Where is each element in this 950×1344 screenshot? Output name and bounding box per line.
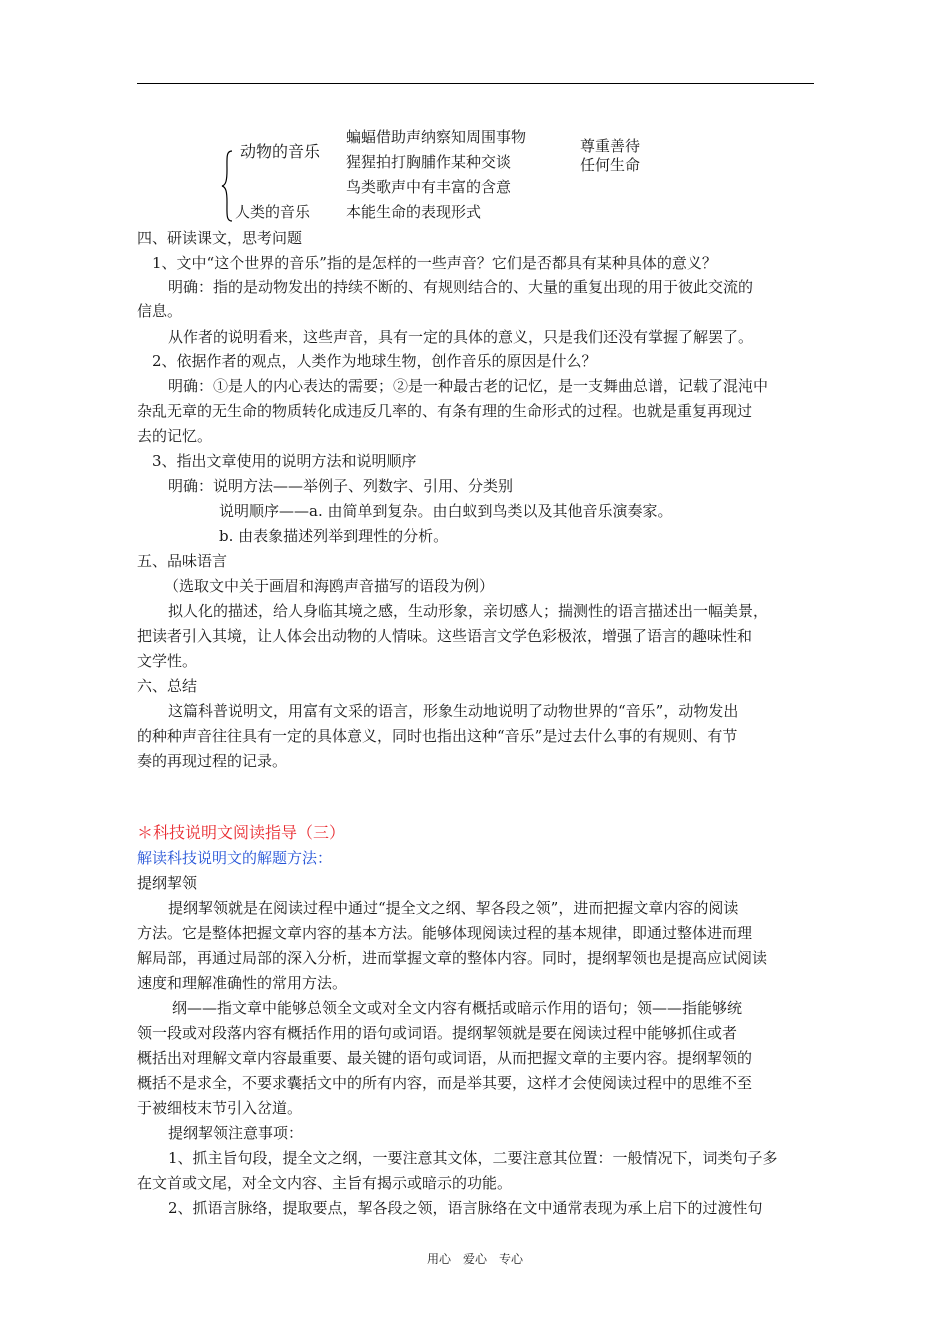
s5-line3: 文学性。: [137, 652, 198, 670]
outline-respect-line2: 任何生命: [580, 156, 641, 174]
outline-human-music: 人类的音乐: [235, 203, 311, 221]
p2-line5: 于被细枝末节引入岔道。: [137, 1099, 303, 1117]
outline-item-bird: 鸟类歌声中有丰富的含意: [346, 178, 512, 196]
s6-line3: 奏的再现过程的记录。: [137, 752, 288, 770]
section5-note: （选取文中关于画眉和海鸥声音描写的语段为例）: [164, 577, 495, 595]
p1-line2: 方法。它是整体把握文章内容的基本方法。能够体现阅读过程的基本规律，即通过整体进而理: [137, 924, 753, 942]
p2-line4: 概括不是求全，不要求囊括文中的所有内容，而是举其要，这样才会使阅读过程中的思维不至: [137, 1074, 753, 1092]
n2-line1: 2、抓语言脉络，提取要点，挈各段之领，语言脉络在文中通常表现为承上启下的过渡性句: [168, 1199, 763, 1217]
notes-title: 提纲挈领注意事项：: [168, 1124, 304, 1142]
page-footer: 用心 爱心 专心: [426, 1252, 523, 1266]
guide-subheading: 解读科技说明文的解题方法：: [137, 849, 333, 867]
outline-item-instinct: 本能生命的表现形式: [346, 203, 482, 221]
a1-line2: 信息。: [137, 302, 183, 320]
a2-line3: 去的记忆。: [137, 427, 213, 445]
a2-line2: 杂乱无章的无生命的物质转化成违反几率的、有条有理的生命形式的过程。也就是重复再现过: [137, 402, 753, 420]
p2-line2: 领一段或对段落内容有概括作用的语句或词语。提纲挈领就是要在阅读过程中能够抓住或者: [137, 1024, 738, 1042]
a3-line2: 说明顺序——a. 由简单到复杂。由白蚁到鸟类以及其他音乐演奏家。: [219, 502, 673, 520]
p1-line3: 解局部，再通过局部的深入分析，进而掌握文章的整体内容。同时，提纲挈领也是提高应试阅读: [137, 949, 768, 967]
p2-line1: 纲——指文章中能够总领全文或对全文内容有概括或暗示作用的语句；领——指能够统: [172, 999, 743, 1017]
outline-respect-line1: 尊重善待: [580, 137, 641, 155]
a1-line3: 从作者的说明看来，这些声音，具有一定的具体的意义，只是我们还没有掌握了解罢了。: [168, 328, 754, 346]
section6-title: 六、总结: [137, 677, 198, 695]
q1: 1、文中“这个世界的音乐”指的是怎样的一些声音？它们是否都具有某种具体的意义？: [152, 254, 717, 272]
section4-title: 四、研读课文，思考问题: [137, 229, 303, 247]
a2-line1: 明确：①是人的内心表达的需要；②是一种最古老的记忆，是一支舞曲总谱，记载了混沌中: [168, 377, 769, 395]
p1-line1: 提纲挈领就是在阅读过程中通过“提全文之纲、挈各段之领”，进而把握文章内容的阅读: [168, 899, 739, 917]
p1-line4: 速度和理解准确性的常用方法。: [137, 974, 348, 992]
guide-heading: ＊科技说明文阅读指导（三）: [137, 823, 346, 842]
a3-line3: b. 由表象描述列举到理性的分析。: [219, 527, 449, 545]
section5-title: 五、品味语言: [137, 552, 228, 570]
header-rule: [137, 83, 814, 84]
outline-item-bat: 蝙蝠借助声纳察知周围事物: [346, 128, 527, 146]
q3: 3、指出文章使用的说明方法和说明顺序: [152, 452, 417, 470]
guide-topic: 提纲挈领: [137, 874, 198, 892]
n1-line1: 1、抓主旨句段，提全文之纲，一要注意其文体，二要注意其位置：一般情况下，词类句子多: [168, 1149, 778, 1167]
curly-brace: [221, 150, 233, 222]
a3-line1: 明确：说明方法——举例子、列数字、引用、分类别: [168, 477, 514, 495]
s6-line1: 这篇科普说明文，用富有文采的语言，形象生动地说明了动物世界的“音乐”，动物发出: [168, 702, 739, 720]
outline-item-gorilla: 猩猩拍打胸脯作某种交谈: [346, 153, 512, 171]
s5-line2: 把读者引入其境，让人体会出动物的人情味。这些语言文学色彩极浓，增强了语言的趣味性和: [137, 627, 753, 645]
n1-line2: 在文首或文尾，对全文内容、主旨有揭示或暗示的功能。: [137, 1174, 513, 1192]
a1-line1: 明确：指的是动物发出的持续不断的、有规则结合的、大量的重复出现的用于彼此交流的: [168, 278, 754, 296]
p2-line3: 概括出对理解文章内容最重要、最关键的语句或词语，从而把握文章的主要内容。提纲挈领的: [137, 1049, 753, 1067]
s5-line1: 拟人化的描述，给人身临其境之感，生动形象，亲切感人；揣测性的语言描述出一幅美景，: [168, 602, 769, 620]
outline-animal-music: 动物的音乐: [240, 142, 321, 161]
q2: 2、依据作者的观点，人类作为地球生物，创作音乐的原因是什么？: [152, 352, 597, 370]
s6-line2: 的种种声音往往具有一定的具体意义，同时也指出这种“音乐”是过去什么事的有规则、有节: [137, 727, 738, 745]
